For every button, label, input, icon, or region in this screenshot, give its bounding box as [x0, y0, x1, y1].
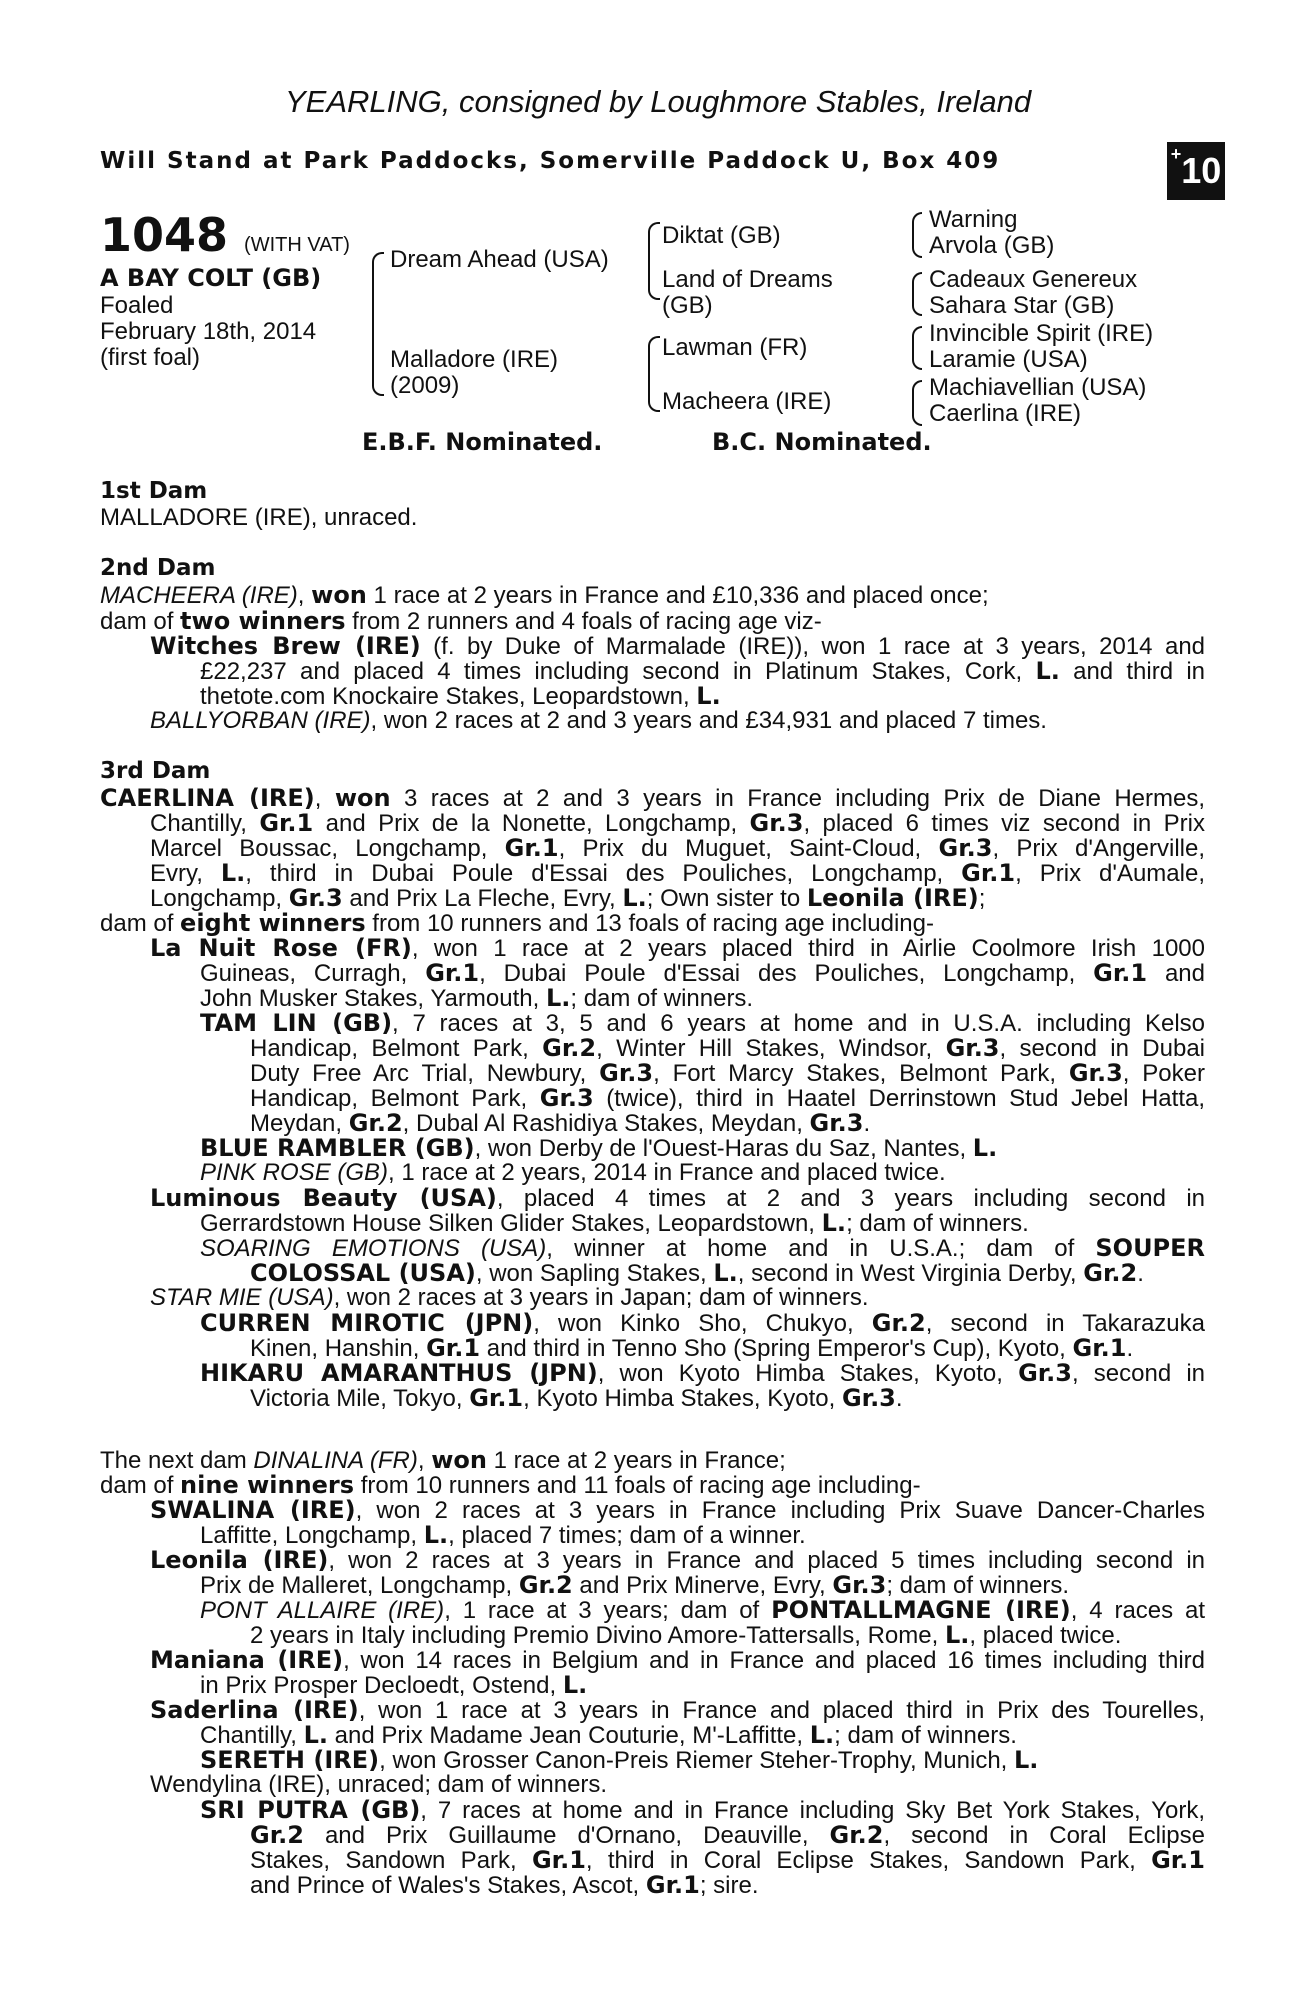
- third-dam-line: Longchamp, Gr.3 and Prix La Fleche, Evry, L.; Own sister to Leonila (IRE);: [150, 884, 986, 912]
- next-dam-line: 2 years in Italy including Premio Divino Amore-Tattersalls, Rome, L., placed twice.: [250, 1621, 1122, 1649]
- sire-dam: Land of Dreams: [662, 266, 833, 293]
- third-dam-line: John Musker Stakes, Yarmouth, L.; dam of winners.: [200, 984, 754, 1012]
- ancestor-7: Machiavellian (USA): [929, 374, 1147, 401]
- lot-number: 1048 (WITH VAT): [100, 208, 350, 262]
- ancestor-8: Caerlina (IRE): [929, 400, 1082, 427]
- sire: Dream Ahead (USA): [390, 246, 609, 273]
- third-dam-line: La Nuit Rose (FR), won 1 race at 2 years placed third in Airlie Coolmore Irish 1000: [150, 934, 1205, 962]
- third-dam-heading: 3rd Dam: [100, 758, 211, 784]
- g-brace-2: [912, 272, 922, 316]
- next-dam-line: Wendylina (IRE), unraced; dam of winners.: [150, 1771, 608, 1798]
- third-dam-line: Handicap, Belmont Park, Gr.2, Winter Hill Stakes, Windsor, Gr.3, second in Dubai: [250, 1034, 1205, 1062]
- foaled-date: February 18th, 2014: [100, 318, 317, 345]
- third-dam-line: CAERLINA (IRE), won 3 races at 2 and 3 years in France including Prix de Diane Hermes,: [100, 784, 1205, 812]
- third-dam-line: TAM LIN (GB), 7 races at 3, 5 and 6 years at home and in U.S.A. including Kelso: [200, 1009, 1206, 1037]
- third-dam-line: BLUE RAMBLER (GB), won Derby de l'Ouest-Haras du Saz, Nantes, L.: [200, 1134, 998, 1162]
- ancestor-2: Arvola (GB): [929, 232, 1055, 259]
- first-dam-text: MALLADORE (IRE), unraced.: [100, 504, 418, 531]
- dam-sire: Lawman (FR): [662, 334, 808, 361]
- third-dam-line: Meydan, Gr.2, Dubal Al Rashidiya Stakes, Meydan, Gr.3.: [250, 1109, 871, 1137]
- next-dam-line: PONT ALLAIRE (IRE), 1 race at 3 years; dam of PONTALLMAGNE (IRE), 4 races at: [200, 1596, 1206, 1624]
- next-dam-line: SWALINA (IRE), won 2 races at 3 years in France including Prix Suave Dancer-Charles: [150, 1496, 1205, 1524]
- badge-mark: +: [1170, 144, 1182, 164]
- third-dam-line: CURREN MIROTIC (JPN), won Kinko Sho, Chukyo, Gr.2, second in Takarazuka: [200, 1309, 1205, 1337]
- first-foal-note: (first foal): [100, 344, 201, 371]
- third-dam-line: Duty Free Arc Trial, Newbury, Gr.3, Fort Marcy Stakes, Belmont Park, Gr.3, Poker: [250, 1059, 1205, 1087]
- second-dam-line: thetote.com Knockaire Stakes, Leopardstown, L.: [200, 682, 721, 710]
- page-title: YEARLING, consigned by Loughmore Stables, Ireland: [285, 84, 1032, 119]
- next-dam-line: dam of nine winners from 10 runners and 11 foals of racing age including-: [100, 1471, 921, 1499]
- second-dam-line: BALLYORBAN (IRE), won 2 races at 2 and 3 years and £34,931 and placed 7 times.: [150, 707, 1047, 734]
- third-dam-line: Guineas, Curragh, Gr.1, Dubai Poule d'Essai des Pouliches, Longchamp, Gr.1 and: [200, 959, 1205, 987]
- stand-location: Will Stand at Park Paddocks, Somerville Paddock U, Box 409: [100, 148, 1001, 174]
- second-dam-line: MACHEERA (IRE), won 1 race at 2 years in France and £10,336 and placed once;: [100, 581, 989, 609]
- next-dam-line: in Prix Prosper Decloedt, Ostend, L.: [200, 1671, 588, 1699]
- third-dam-line: Handicap, Belmont Park, Gr.3 (twice), third in Haatel Derrinstown Stud Jebel Hatta,: [250, 1084, 1205, 1112]
- dam: Malladore (IRE): [390, 346, 559, 373]
- g-brace-1: [912, 212, 922, 258]
- lot-name: A BAY COLT (GB): [100, 264, 322, 292]
- ebf-nominated: E.B.F. Nominated.: [362, 428, 603, 456]
- ancestor-6: Laramie (USA): [929, 346, 1088, 373]
- next-dam-line: Gr.2 and Prix Guillaume d'Ornano, Deauville, Gr.2, second in Coral Eclipse: [250, 1821, 1205, 1849]
- third-dam-line: Evry, L., third in Dubai Poule d'Essai des Pouliches, Longchamp, Gr.1, Prix d'Aumale,: [150, 859, 1205, 887]
- second-dam-line: dam of two winners from 2 runners and 4 foals of racing age viz-: [100, 607, 822, 635]
- ancestor-5: Invincible Spirit (IRE): [929, 320, 1154, 347]
- next-dam-line: SERETH (IRE), won Grosser Canon-Preis Riemer Steher-Trophy, Munich, L.: [200, 1746, 1039, 1774]
- third-dam-line: STAR MIE (USA), won 2 races at 3 years in Japan; dam of winners.: [150, 1284, 869, 1311]
- ancestor-3: Cadeaux Genereux: [929, 266, 1138, 293]
- third-dam-line: SOARING EMOTIONS (USA), winner at home and in U.S.A.; dam of SOUPER: [200, 1234, 1206, 1262]
- next-dam-line: SRI PUTRA (GB), 7 races at home and in France including Sky Bet York Stakes, York,: [200, 1796, 1205, 1824]
- next-dam-line: Saderlina (IRE), won 1 race at 3 years in France and placed third in Prix des Tourelles,: [150, 1696, 1205, 1724]
- sire-brace: [648, 222, 660, 300]
- third-dam-line: Gerrardstown House Silken Glider Stakes, Leopardstown, L.; dam of winners.: [200, 1209, 1029, 1237]
- ancestor-4: Sahara Star (GB): [929, 292, 1115, 319]
- next-dam-line: Maniana (IRE), won 14 races in Belgium and in France and placed 16 times including third: [150, 1646, 1205, 1674]
- next-dam-line: Stakes, Sandown Park, Gr.1, third in Coral Eclipse Stakes, Sandown Park, Gr.1: [250, 1846, 1205, 1874]
- foaled-label: Foaled: [100, 292, 174, 319]
- third-dam-line: COLOSSAL (USA), won Sapling Stakes, L., second in West Virginia Derby, Gr.2.: [250, 1259, 1144, 1287]
- lot-badge: [1167, 142, 1225, 200]
- third-dam-line: dam of eight winners from 10 runners and 13 foals of racing age including-: [100, 909, 934, 937]
- dam-dam: Macheera (IRE): [662, 388, 832, 415]
- g-brace-3: [912, 326, 922, 370]
- third-dam-line: HIKARU AMARANTHUS (JPN), won Kyoto Himba Stakes, Kyoto, Gr.3, second in: [200, 1359, 1206, 1387]
- second-dam-line: Witches Brew (IRE) (f. by Duke of Marmalade (IRE)), won 1 race at 3 years, 2014 and: [150, 632, 1206, 660]
- second-dam-line: £22,237 and placed 4 times including second in Platinum Stakes, Cork, L. and third in: [200, 657, 1205, 685]
- first-dam-heading: 1st Dam: [100, 478, 208, 504]
- third-dam-line: Kinen, Hanshin, Gr.1 and third in Tenno Sho (Spring Emperor's Cup), Kyoto, Gr.1.: [250, 1334, 1134, 1362]
- next-dam-line: Chantilly, L. and Prix Madame Jean Couturie, M'-Laffitte, L.; dam of winners.: [200, 1721, 1017, 1749]
- bc-nominated: B.C. Nominated.: [712, 428, 932, 456]
- pedigree-brace: [372, 252, 384, 396]
- g-brace-4: [912, 380, 922, 426]
- next-dam-line: Leonila (IRE), won 2 races at 3 years in France and placed 5 times including second in: [150, 1546, 1206, 1574]
- next-dam-line: and Prince of Wales's Stakes, Ascot, Gr.1; sire.: [250, 1871, 759, 1899]
- second-dam-heading: 2nd Dam: [100, 555, 216, 581]
- third-dam-line: PINK ROSE (GB), 1 race at 2 years, 2014 in France and placed twice.: [200, 1159, 946, 1186]
- ancestor-1: Warning: [929, 206, 1018, 233]
- third-dam-line: Chantilly, Gr.1 and Prix de la Nonette, Longchamp, Gr.3, placed 6 times viz second in Prix: [150, 809, 1205, 837]
- next-dam-line: Prix de Malleret, Longchamp, Gr.2 and Prix Minerve, Evry, Gr.3; dam of winners.: [200, 1571, 1070, 1599]
- sire-sire: Diktat (GB): [662, 222, 781, 249]
- dam-year: (2009): [390, 372, 460, 399]
- badge-number: 10: [1181, 150, 1222, 191]
- third-dam-line: Victoria Mile, Tokyo, Gr.1, Kyoto Himba Stakes, Kyoto, Gr.3.: [250, 1384, 903, 1412]
- next-dam-line: The next dam DINALINA (FR), won 1 race at 2 years in France;: [100, 1446, 786, 1474]
- third-dam-line: Luminous Beauty (USA), placed 4 times at 2 and 3 years including second in: [150, 1184, 1206, 1212]
- vat-note: (WITH VAT): [244, 234, 350, 256]
- sire-dam-country: (GB): [662, 292, 713, 319]
- third-dam-line: Marcel Boussac, Longchamp, Gr.1, Prix du Muguet, Saint-Cloud, Gr.3, Prix d'Angerville,: [150, 834, 1206, 862]
- dam-brace: [648, 336, 660, 412]
- next-dam-line: Laffitte, Longchamp, L., placed 7 times; dam of a winner.: [200, 1521, 806, 1549]
